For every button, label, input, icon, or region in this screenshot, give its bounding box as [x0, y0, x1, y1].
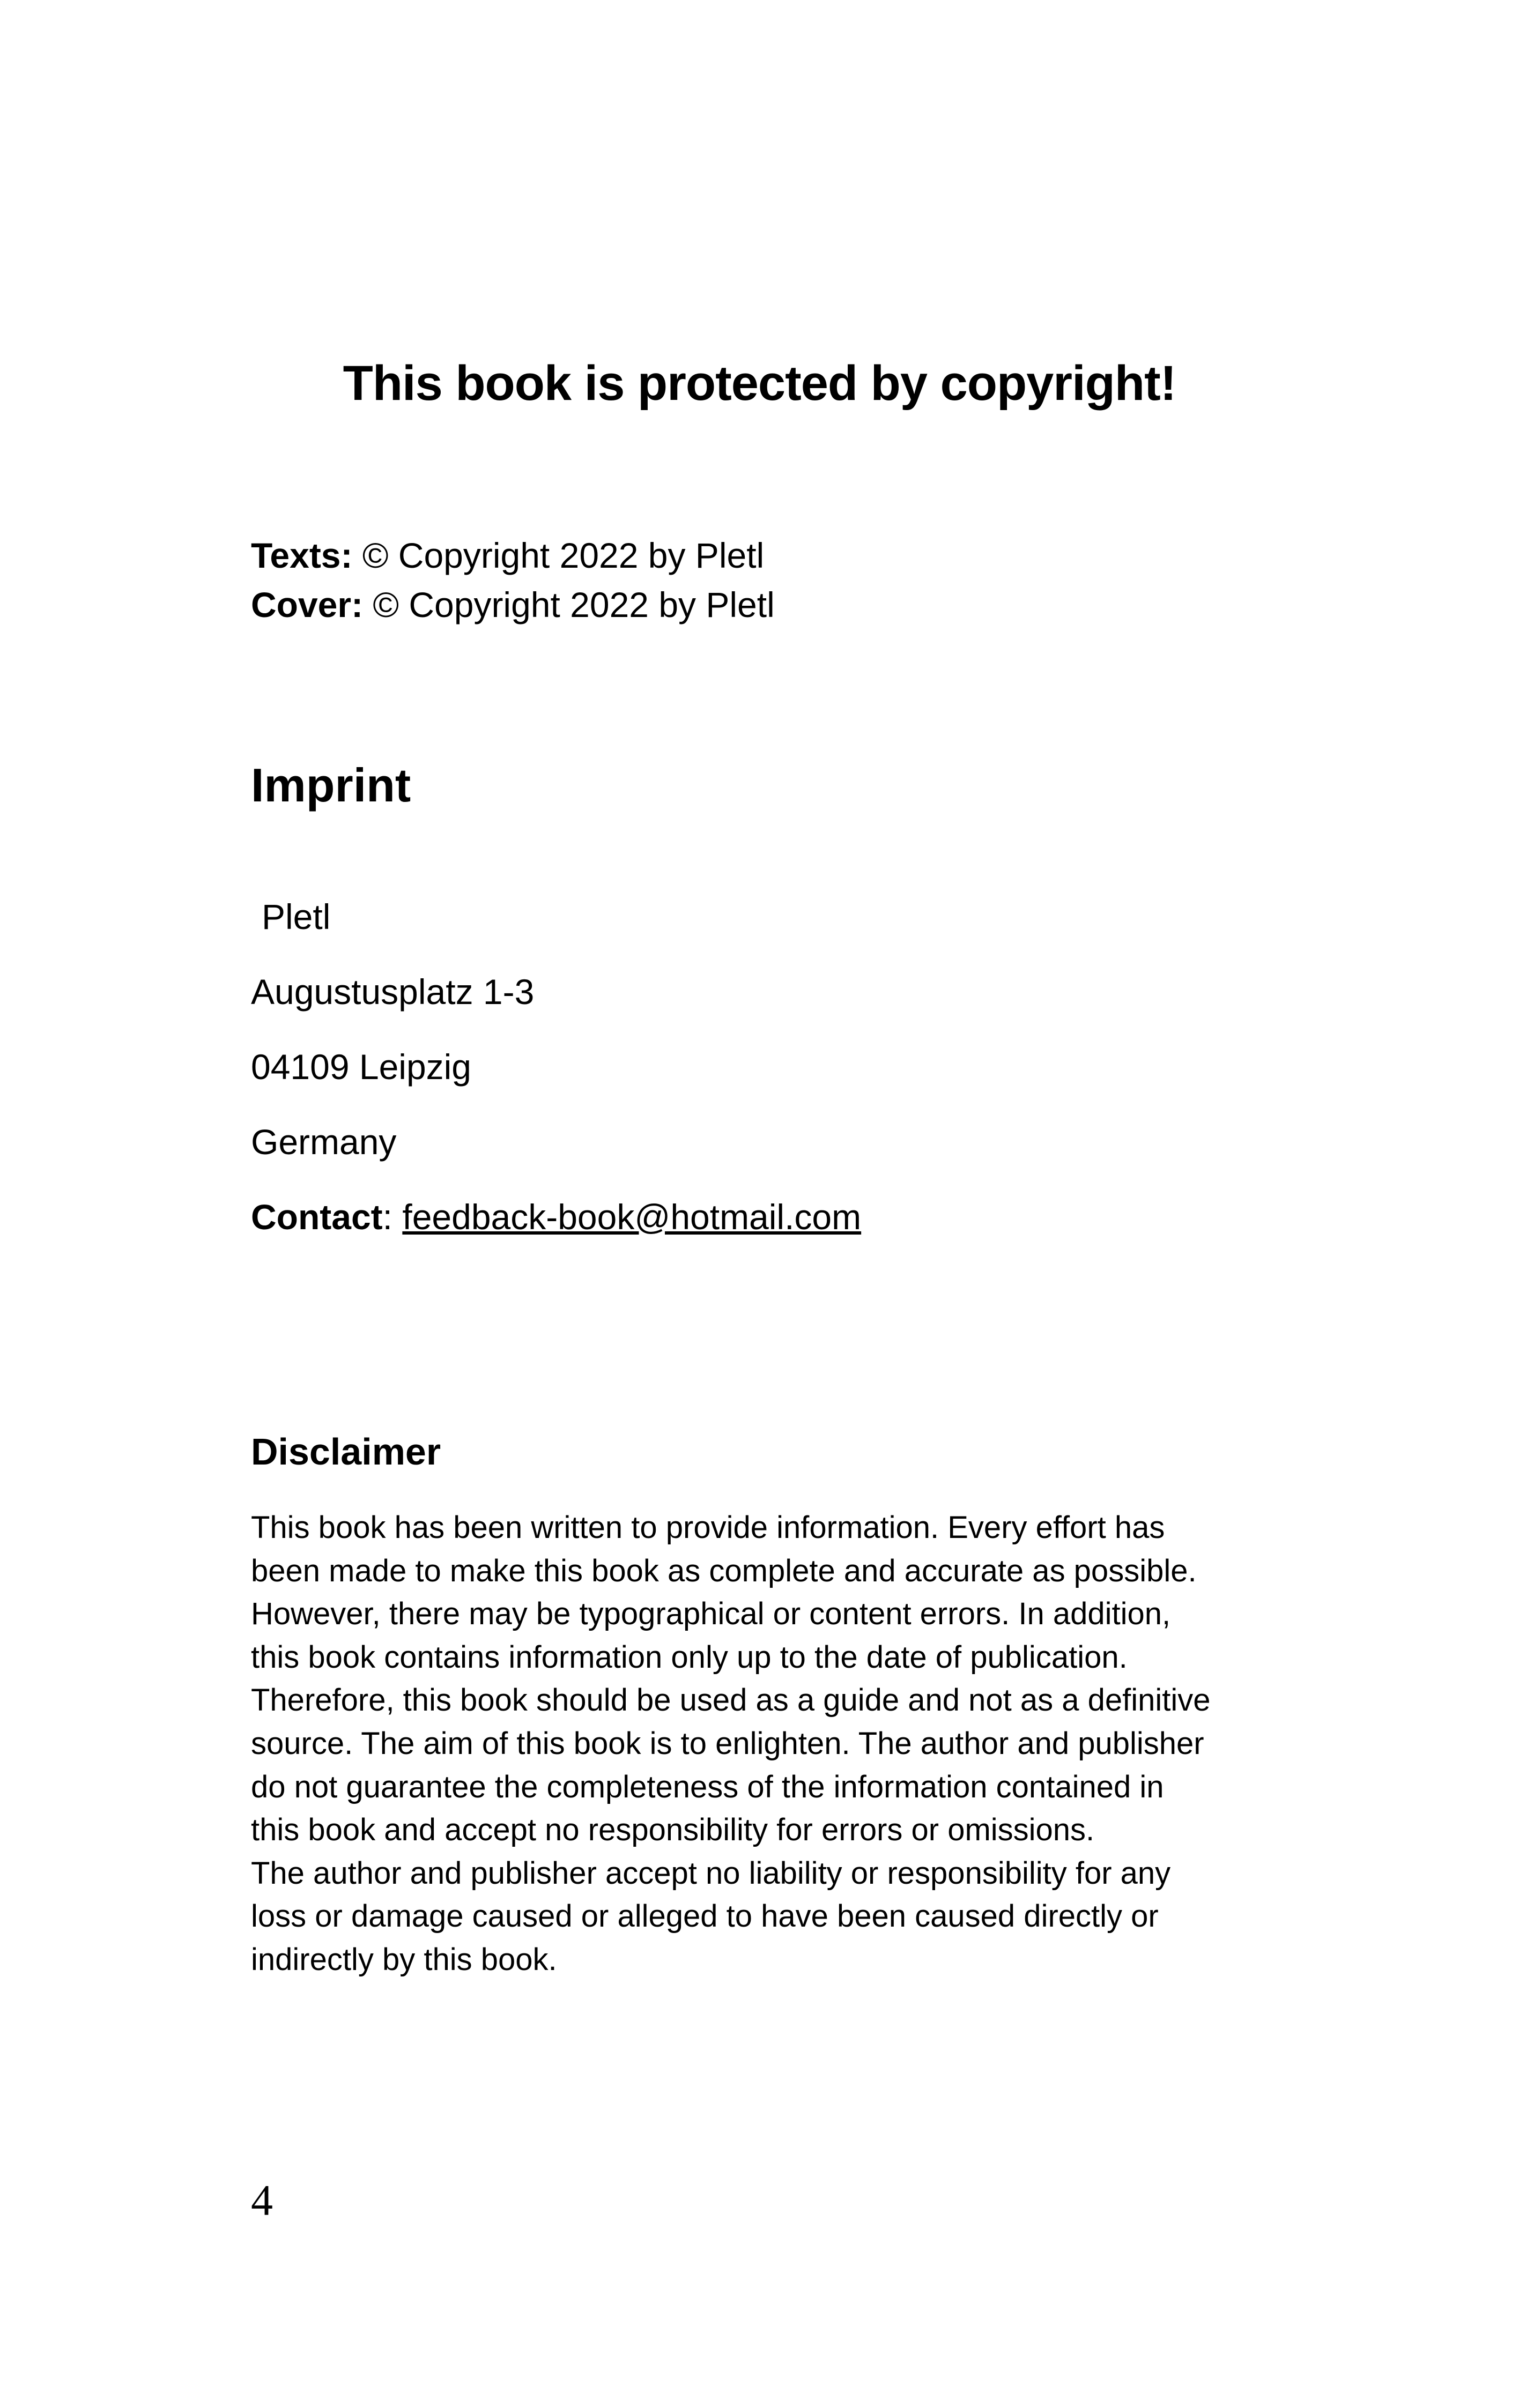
texts-copyright-value: © Copyright 2022 by Pletl — [352, 536, 765, 575]
page-title: This book is protected by copyright! — [343, 356, 1176, 411]
imprint-city: 04109 Leipzig — [251, 1047, 472, 1087]
disclaimer-line: loss or damage caused or alleged to have been caused directly or — [251, 1899, 1159, 1934]
disclaimer-line: Therefore, this book should be used as a guide and not as a definitive — [251, 1683, 1211, 1718]
imprint-contact-line — [251, 1193, 861, 1241]
page-number: 4 — [251, 2176, 273, 2225]
disclaimer-line: do not guarantee the completeness of the information contained in — [251, 1769, 1164, 1804]
disclaimer-line: However, there may be typographical or content errors. In addition, — [251, 1596, 1171, 1632]
disclaimer-line: this book and accept no responsibility for errors or omissions. — [251, 1812, 1095, 1848]
disclaimer-line: this book contains information only up to the date of publication. — [251, 1639, 1128, 1675]
disclaimer-line: The author and publisher accept no liability or responsibility for any — [251, 1855, 1171, 1891]
disclaimer-heading: Disclaimer — [251, 1431, 441, 1473]
contact-label: Contact — [251, 1197, 383, 1237]
imprint-heading: Imprint — [251, 759, 411, 812]
disclaimer-line: This book has been written to provide information. Every effort has — [251, 1510, 1165, 1545]
contact-separator: : — [382, 1197, 403, 1237]
cover-copyright-line — [251, 580, 775, 629]
cover-label: Cover: — [251, 585, 364, 625]
disclaimer-line: indirectly by this book. — [251, 1942, 557, 1977]
cover-copyright-value: © Copyright 2022 by Pletl — [363, 585, 775, 625]
texts-copyright-line — [251, 531, 775, 580]
disclaimer-line: source. The aim of this book is to enlighten. The author and publisher — [251, 1726, 1204, 1761]
contact-email-link[interactable]: feedback-book@hotmail.com — [402, 1197, 862, 1237]
imprint-name: Pletl — [262, 897, 331, 937]
imprint-country: Germany — [251, 1122, 397, 1162]
disclaimer-line: been made to make this book as complete and accurate as possible. — [251, 1553, 1197, 1588]
texts-label: Texts: — [251, 536, 353, 575]
disclaimer-text — [251, 1506, 1302, 1982]
copyright-block — [251, 531, 775, 629]
imprint-street: Augustusplatz 1-3 — [251, 972, 535, 1012]
